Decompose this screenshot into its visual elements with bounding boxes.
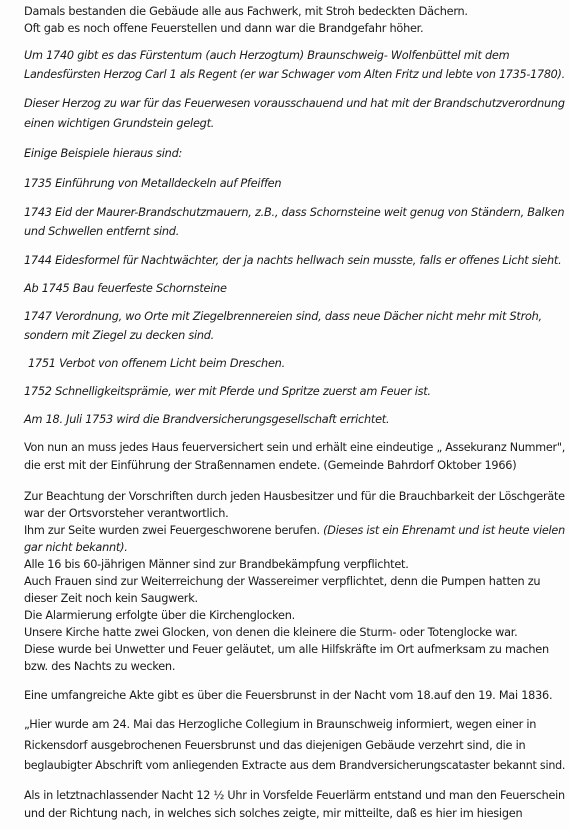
- text-line-8: 1735 Einführung von Metalldeckeln auf Pfeiffen: [24, 177, 282, 190]
- text-line-22: [24, 523, 565, 538]
- text-line-12: Ab 1745 Bau feuerfeste Schornsteine: [24, 282, 227, 295]
- text-line-32: „Hier wurde am 24. Mai das Herzogliche Collegium in Braunschweig informiert, wegen einer in: [24, 718, 537, 731]
- text-line-13: 1747 Verordnung, wo Orte mit Ziegelbrennereien sind, dass neue Dächer nicht mehr mit Stroh,: [24, 310, 542, 323]
- text-line-34: beglaubigter Abschrift vom anliegenden Extracte aus dem Brandversicherungscataster bekannt sind.: [24, 759, 566, 772]
- text-line-27: Die Alarmierung erfolgte über die Kirchenglocken.: [24, 609, 296, 622]
- text-line-31: Eine umfangreiche Akte gibt es über die Feuersbrunst in der Nacht vom 18.auf den 19. Mai 1836.: [24, 689, 553, 702]
- text-line-20: Zur Beachtung der Vorschriften durch jeden Hausbesitzer und für die Brauchbarkeit der Löschgeräte: [24, 490, 565, 503]
- text-line-29: Diese wurde bei Unwetter und Feuer geläutet, um alle Hilfskräfte im Ort aufmerksam zu machen: [24, 643, 549, 656]
- text-line-17: Am 18. Juli 1753 wird die Brandversicherungsgesellschaft errichtet.: [24, 413, 390, 426]
- text-line-3: Um 1740 gibt es das Fürstentum (auch Herzogtum) Braunschweig- Wolfenbüttel mit dem: [24, 49, 510, 62]
- text-line-4: Landesfürsten Herzog Carl 1 als Regent (er war Schwager vom Alten Fritz und lebte von 1735-1780).: [24, 68, 565, 81]
- text-line-24: Alle 16 bis 60-jährigen Männer sind zur Brandbekämpfung verpflichtet.: [24, 558, 409, 571]
- text-line-1: Damals bestanden die Gebäude alle aus Fachwerk, mit Stroh bedeckten Dächern.: [24, 5, 468, 18]
- text-line-18: Von nun an muss jedes Haus feuerversichert sein und erhält eine eindeutige „ Assekuranz Nummer",: [24, 441, 566, 454]
- text-line-26: dieser Zeit noch kein Saugwerk.: [24, 592, 198, 605]
- text-line-36: und der Richtung nach, in welches sich solches zeigte, mir mitteilte, daß es hier im hiesigen: [24, 807, 523, 820]
- text-line-30: bzw. des Nachts zu wecken.: [24, 660, 176, 673]
- text-line-28: Unsere Kirche hatte zwei Glocken, von denen die kleinere die Sturm- oder Totenglocke war.: [24, 626, 518, 639]
- text-line-6: einen wichtigen Grundstein gelegt.: [24, 117, 215, 130]
- text-line-19: die erst mit der Einführung der Straßennamen endete. (Gemeinde Bahrdorf Oktober 1966): [24, 459, 517, 472]
- text-line-11: 1744 Eidesformel für Nachtwächter, der ja nachts hellwach sein musste, falls er offenes Licht sieht.: [24, 254, 562, 267]
- text-line-5: Dieser Herzog zu war für das Feuerwesen vorausschauend und hat mit der Brandschutzverordnung: [24, 97, 565, 110]
- text-line-21: war der Ortsvorsteher verantwortlich.: [24, 507, 229, 520]
- text-line-22-regular: Ihm zur Seite wurden zwei Feuergeschworene berufen.: [24, 524, 320, 537]
- text-line-15: 1751 Verbot von offenem Licht beim Dreschen.: [28, 357, 285, 370]
- text-line-7: Einige Beispiele hieraus sind:: [24, 147, 183, 160]
- text-line-35: Als in letztnachlassender Nacht 12 ½ Uhr in Vorsfelde Feuerlärm entstand und man den Feuerschein: [24, 789, 565, 802]
- text-line-14: sondern mit Ziegel zu decken sind.: [24, 329, 215, 342]
- text-line-16: 1752 Schnelligkeitsprämie, wer mit Pferde und Spritze zuerst am Feuer ist.: [24, 385, 431, 398]
- text-line-10: und Schwellen entfernt sind.: [24, 225, 180, 238]
- text-line-2: Oft gab es noch offene Feuerstellen und dann war die Brandgefahr höher.: [24, 22, 424, 35]
- text-line-33: Rickensdorf ausgebrochenen Feuersbrunst und das diejenigen Gebäude verzehrt sind, die in: [24, 739, 526, 752]
- text-line-9: 1743 Eid der Maurer-Brandschutzmauern, z.B., dass Schornsteine weit genug von Ständern, Balken: [24, 206, 565, 219]
- text-line-25: Auch Frauen sind zur Weiterreichung der Wassereimer verpflichtet, denn die Pumpen hatten zu: [24, 575, 541, 588]
- text-line-22-italic: (Dieses ist ein Ehrenamt und ist heute vielen: [323, 524, 565, 537]
- text-line-23: gar nicht bekannt).: [24, 541, 128, 554]
